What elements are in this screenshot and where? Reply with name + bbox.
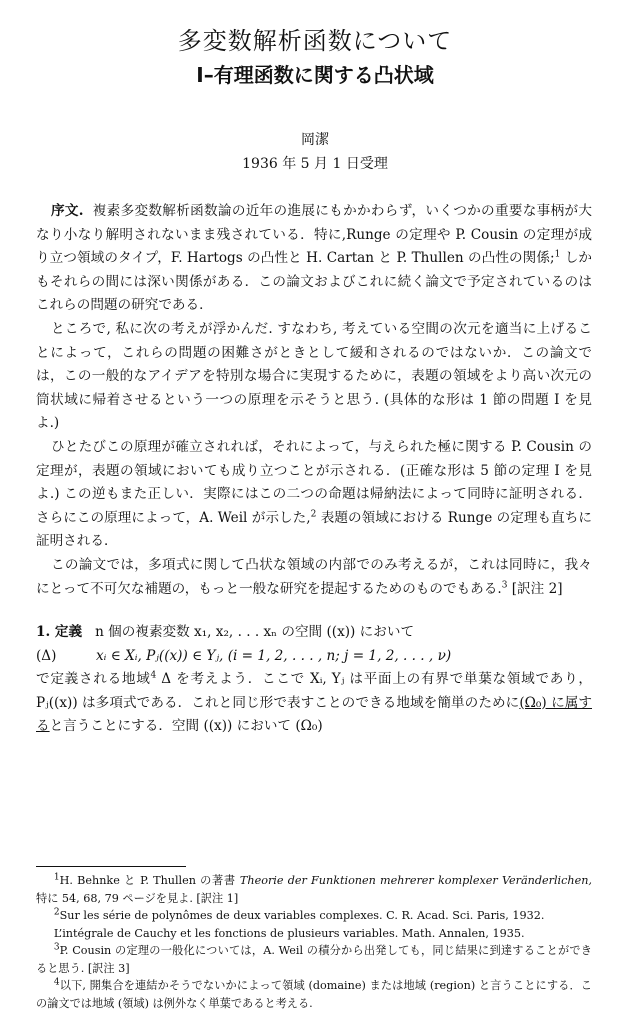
footnote-1-mark: 1 <box>53 872 60 883</box>
paragraph-2: ところで, 私に次の考えが浮かんだ. すなわち, 考えている空間の次元を適当に上げることによって，これらの問題の困難さがときとして緩和されるのではないか．この論文では，この一般的なアイデアを特別な場合に実現するために，表題の領域をより高い次元の筒状域に帰着させるという一つの原理を示そうと思う. (具体的な形は 1 節の問題 I を見よ.) <box>36 320 592 432</box>
footnote-1-book-title: Theorie der Funktionen mehrerer komplexer Veränderlichen, <box>239 874 592 887</box>
preface-text-tail: しかもそれらの間には深い関係がある．この論文およびこれに続く論文で予定されているのはこれらの問題の研究である． <box>36 250 592 314</box>
footnote-1-pages: 特に 54, 68, 79 ページを見よ. [訳注 1] <box>36 891 239 905</box>
footnote-rule <box>36 866 186 867</box>
footnote-2-continued: L’intégrale de Cauchy et les fonctions de plusieurs variables. Math. Annalen, 1935. <box>53 926 525 940</box>
paragraph-3-text: ひとたびこの原理が確立されれば，それによって，与えられた極に関する P. Cousin の定理が，表題の領域においても成り立つことが示される．(正確な形は 5 節の定理 I を見よ.) この逆もまた正しい．実際にはこの二つの命題は帰納法によって同時に証明される．さらにこの原理によって，A. Weil が示した, <box>36 438 592 526</box>
footnote-4 <box>36 977 592 1012</box>
footnote-1 <box>36 872 592 907</box>
section-1-heading <box>36 621 592 645</box>
footnote-3-text: P. Cousin の定理の一般化については，A. Weil の積分から出発しても，同じ結果に到達することができると思う. [訳注 3] <box>36 944 592 975</box>
paragraph-3-tail: 表題の領域における Runge の定理も直ちに証明される． <box>36 509 592 550</box>
footnote-ref-1: 1 <box>554 249 561 260</box>
title-block <box>0 24 630 174</box>
footnote-4-text: 以下, 開集合を連結かそうでないかによって領域 (domaine) または地域 (region) と言うことにする．この論文では地域 (領域) は例外なく単葉であると考える. <box>36 979 592 1010</box>
paragraph-4-text: この論文では，多項式に関して凸状な領域の内部でのみ考えるが，これは同時に，我々にとって不可欠な補題の，もっと一般な研究を提起するためのものでもある. <box>36 556 592 597</box>
footnote-ref-3: 3 <box>501 579 508 590</box>
author: 岡潔 <box>301 132 329 148</box>
paragraph-5-text-2: Δ を考えよう．ここで Xᵢ, Yⱼ は平面上の有界で単葉な領域であり，Pⱼ((x)) は多項式である．これと同じ形で表すことのできる地域を簡単のために <box>36 671 593 711</box>
received-date: 1936 年 5 月 1 日受理 <box>242 156 388 172</box>
preface-text: 複素多変数解析函数論の近年の進展にもかかわらず，いくつかの重要な事柄が大なり小なり解明されないまま残されている．特に,Runge の定理や P. Cousin の定理が成り立つ領域のタイプ，F. Hartogs の凸性と H. Cartan と P. Thullen の凸性の関係; <box>36 203 592 267</box>
footnote-ref-4: 4 <box>150 670 157 681</box>
section-number: 1. 定義 <box>36 624 83 641</box>
paragraph-5 <box>36 668 592 739</box>
paper-title: 多変数解析函数について <box>177 27 453 55</box>
paragraph-preface <box>36 200 592 318</box>
paragraph-4 <box>36 554 592 601</box>
footnote-4-mark: 4 <box>53 977 60 988</box>
paragraph-5-text-3: と言うことにする．空間 ((x)) において (Ω₀) <box>49 718 323 735</box>
formula-label: (Δ) <box>36 647 57 664</box>
footnote-2-mark: 2 <box>53 907 60 918</box>
section-intro: n 個の複素変数 x₁, x₂, . . . xₙ の空間 ((x)) において <box>95 624 415 641</box>
footnote-2-text: Sur les série de polynômes de deux variables complexes. C. R. Acad. Sci. Paris, 1932. <box>59 909 545 922</box>
paragraph-4-tail: [訳注 2] <box>507 580 563 597</box>
formula-expression: xᵢ ∈ Xᵢ, Pⱼ((x)) ∈ Yⱼ, (i = 1, 2, . . . , n; j = 1, 2, . . . , ν) <box>96 647 452 664</box>
preface-lead: 序文. <box>50 203 84 219</box>
footnotes <box>36 872 592 1012</box>
underlined-term: (Ω₀) に属する <box>36 694 592 735</box>
paragraph-3 <box>36 436 592 554</box>
footnote-2 <box>36 907 592 925</box>
footnote-1-text: H. Behnke と P. Thullen の著書 <box>59 874 236 887</box>
formula-delta <box>36 645 592 669</box>
footnote-3-mark: 3 <box>53 942 60 953</box>
body-text <box>36 200 592 739</box>
footnote-ref-2: 2 <box>310 509 317 520</box>
paragraph-5-text: で定義される地域 <box>36 671 151 688</box>
footnote-3 <box>36 942 592 977</box>
paper-subtitle: I–有理函数に関する凸状域 <box>196 63 434 87</box>
